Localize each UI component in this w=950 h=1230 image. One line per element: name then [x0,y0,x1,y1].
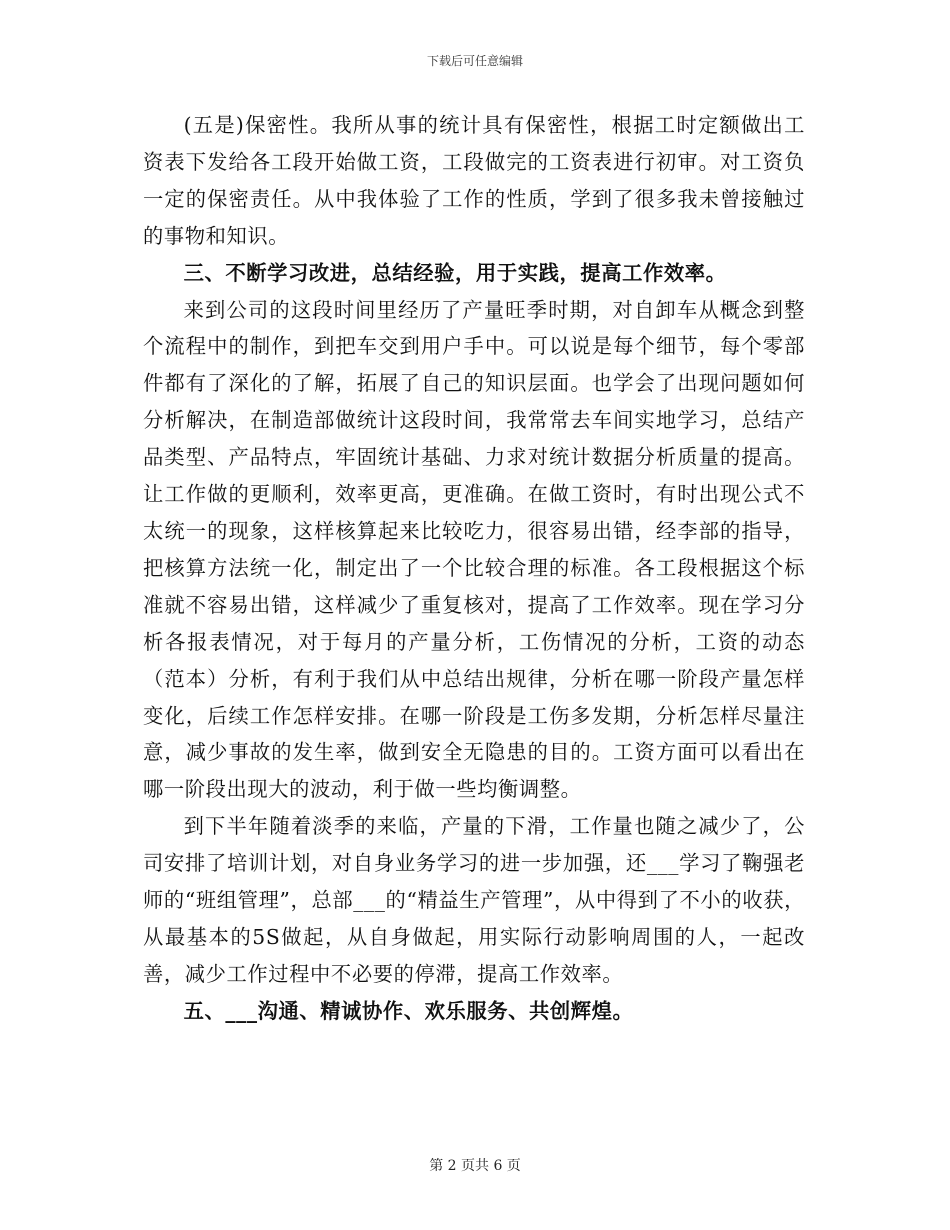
page-footer: 第 2 页共 6 页 [429,1158,521,1174]
section-heading-5: 五、___沟通、精诚协作、欢乐服务、共创辉煌。 [183,998,634,1023]
paragraph-confidentiality: (五是)保密性。我所从事的统计具有保密性，根据工时定额做出工资表下发给各工段开始做工资，工段做完的工资表进行初审。对工资负一定的保密责任。从中我体验了工作的性质，学到了很多我未曾接触过的事物和知识。 [143,113,805,248]
document-body [143,107,805,1030]
paragraph-training: 到下半年随着淡季的来临，产量的下滑，工作量也随之减少了，公司安排了培训计划，对自身业务学习的进一步加强，还___学习了鞠强老师的“班组管理”，总部___的“精益生产管理”，从中得到了不小的收获，从最基本的5S做起，从自身做起，用实际行动影响周围的人，一起改善，减少工作过程中不必要的停滞，提高工作效率。 [143,814,805,986]
paragraph-learning: 来到公司的这段时间里经历了产量旺季时期，对自卸车从概念到整个流程中的制作，到把车交到用户手中。可以说是每个细节，每个零部件都有了深化的了解，拓展了自己的知识层面。也学会了出现问题如何分析解决，在制造部做统计这段时间，我常常去车间实地学习，总结产品类型、产品特点，牢固统计基础、力求对统计数据分析质量的提高。让工作做的更顺利，效率更高，更准确。在做工资时，有时出现公式不太统一的现象，这样核算起来比较吃力，很容易出错，经李部的指导，把核算方法统一化，制定出了一个比较合理的标准。各工段根据这个标准就不容易出错，这样减少了重复核对，提高了工作效率。现在学习分析各报表情况，对于每月的产量分析，工伤情况的分析，工资的动态（范本）分析，有利于我们从中总结出规律，分析在哪一阶段产量怎样变化，后续工作怎样安排。在哪一阶段是工伤多发期，分析怎样尽量注意，减少事故的发生率，做到安全无隐患的目的。工资方面可以看出在哪一阶段出现大的波动，利于做一些均衡调整。 [143,297,805,802]
section-heading-3: 三、不断学习改进，总结经验，用于实践，提高工作效率。 [183,260,727,285]
page-header: 下载后可任意编辑 [426,54,523,68]
